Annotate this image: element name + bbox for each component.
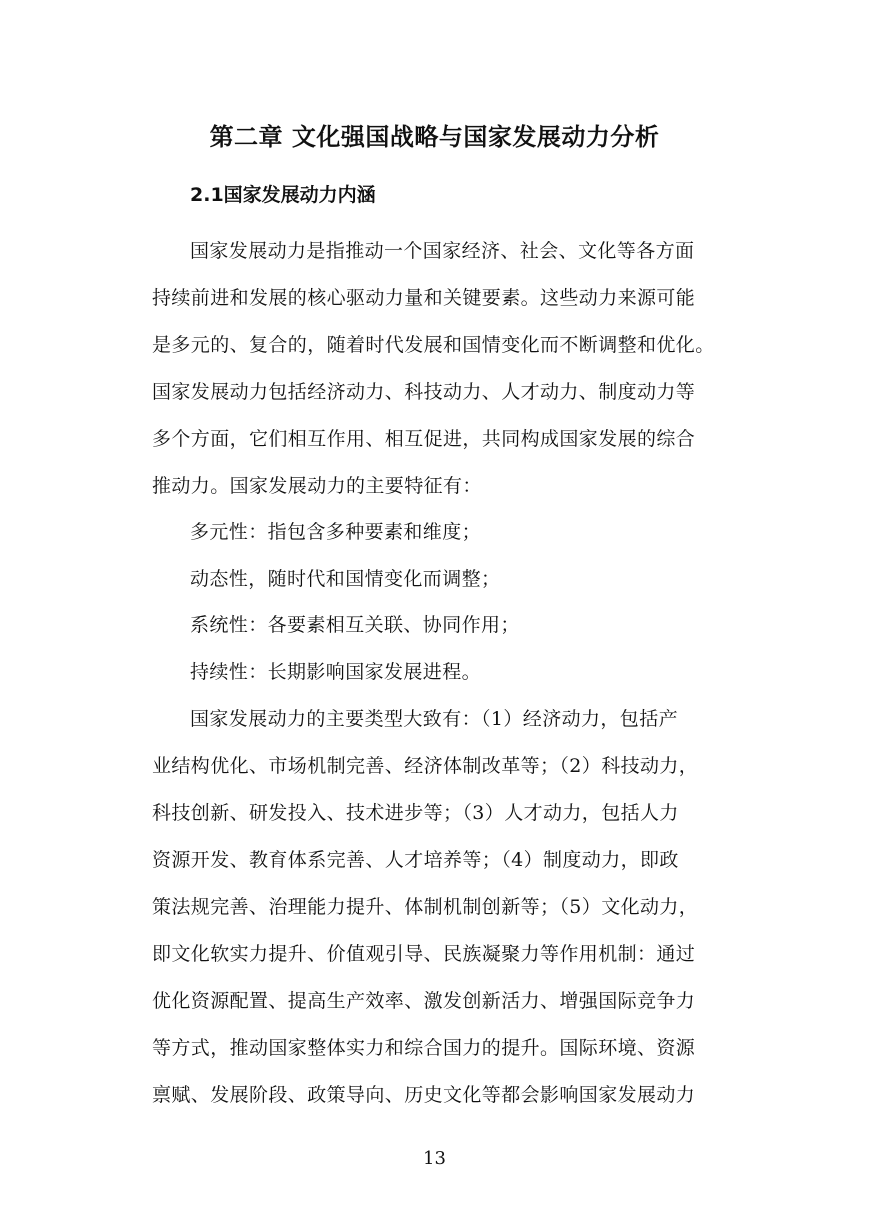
feature-item: 多元性：指包含多种要素和维度； [190,521,482,543]
feature-item: 动态性，随时代和国情变化而调整； [190,568,501,590]
feature-item: 持续性：长期影响国家发展进程。 [190,661,482,683]
page-number: 13 [423,1148,446,1169]
paragraph2-line: 禀赋、发展阶段、政策导向、历史文化等都会影响国家发展动力 [152,1084,696,1106]
paragraph1-line: 是多元的、复合的，随着时代发展和国情变化而不断调整和优化。 [152,334,715,356]
paragraph2-line: 优化资源配置、提高生产效率、激发创新活力、增强国际竞争力 [152,990,696,1012]
paragraph1-line: 推动力。国家发展动力的主要特征有： [152,475,482,497]
paragraph2-line: 科技创新、研发投入、技术进步等；（3）人才动力，包括人力 [152,802,679,824]
paragraph1-line: 多个方面，它们相互作用、相互促进，共同构成国家发展的综合 [152,428,696,450]
paragraph2-line: 即文化软实力提升、价值观引导、民族凝聚力等作用机制：通过 [152,943,696,965]
section-heading: 2.1国家发展动力内涵 [190,184,376,206]
paragraph1-line: 国家发展动力包括经济动力、科技动力、人才动力、制度动力等 [152,381,696,403]
feature-item: 系统性：各要素相互关联、协同作用； [190,614,520,636]
paragraph1-line: 国家发展动力是指推动一个国家经济、社会、文化等各方面 [190,240,695,262]
paragraph2-line: 等方式，推动国家整体实力和综合国力的提升。国际环境、资源 [152,1037,696,1059]
paragraph1-line: 持续前进和发展的核心驱动力量和关键要素。这些动力来源可能 [152,287,696,309]
paragraph2-line: 国家发展动力的主要类型大致有：（1）经济动力，包括产 [190,708,678,730]
paragraph2-line: 资源开发、教育体系完善、人才培养等；（4）制度动力，即政 [152,849,679,871]
paragraph2-line: 业结构优化、市场机制完善、经济体制改革等；（2）科技动力， [152,755,699,777]
chapter-title: 第二章 文化强国战略与国家发展动力分析 [209,123,660,151]
paragraph2-line: 策法规完善、治理能力提升、体制机制创新等；（5）文化动力， [152,896,699,918]
